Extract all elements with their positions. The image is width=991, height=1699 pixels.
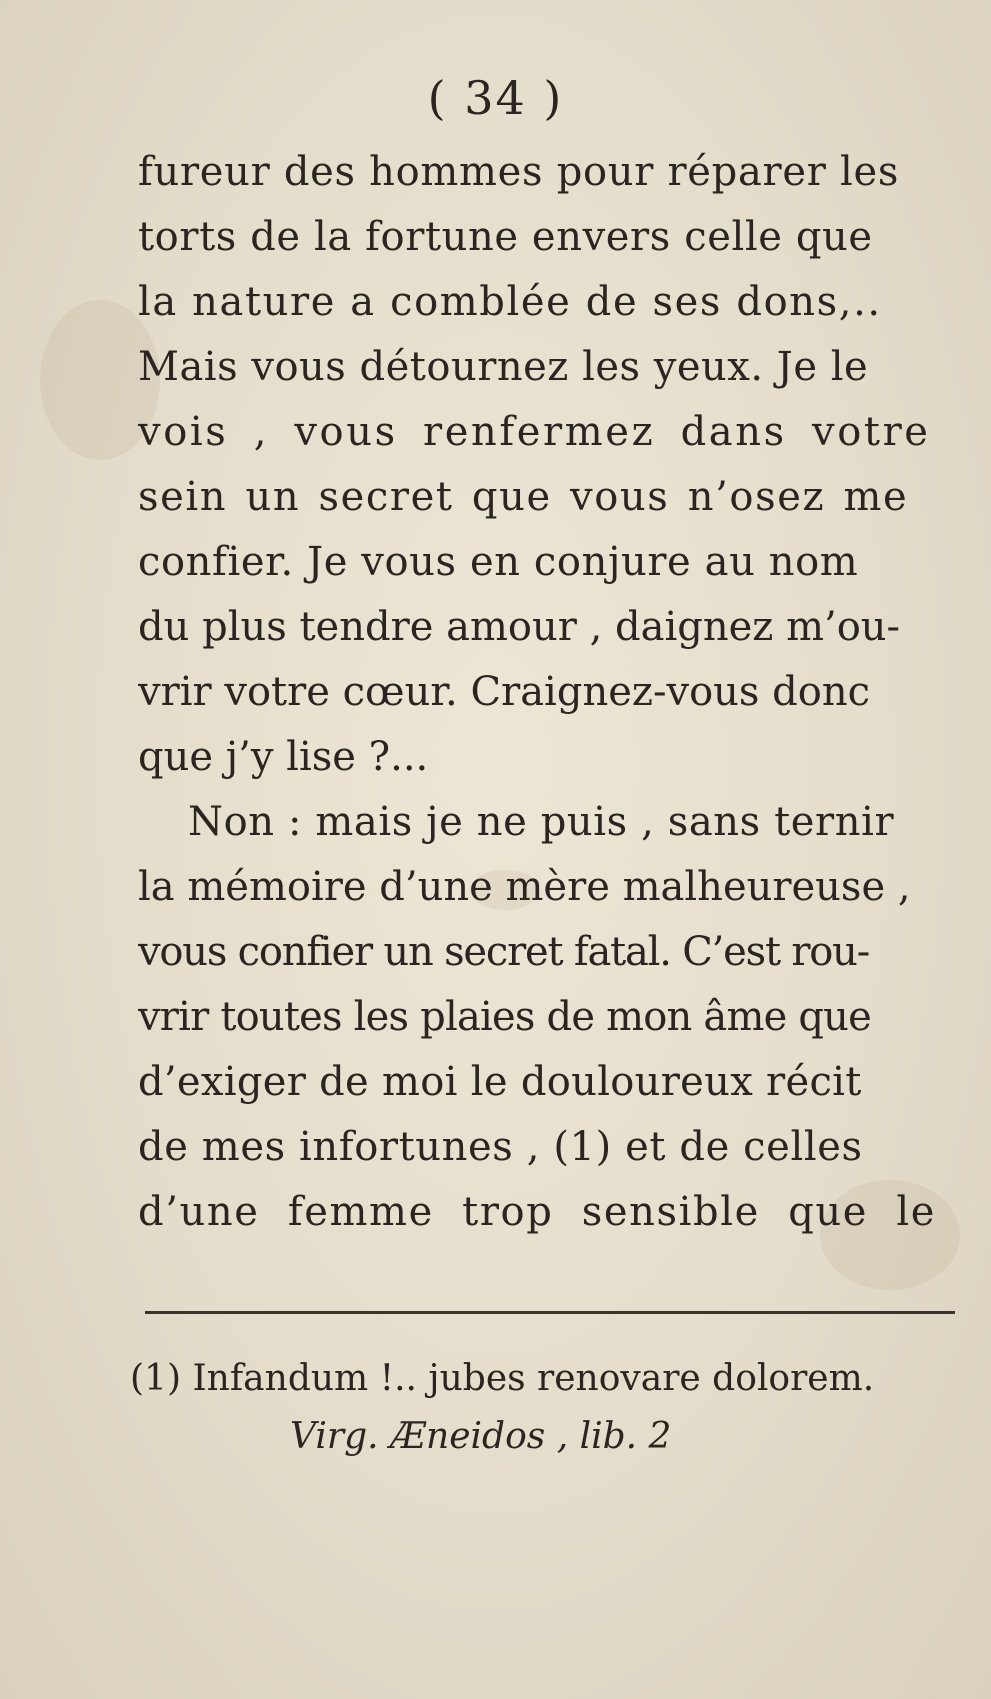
text-line: vrir votre cœur. Craignez-vous donc <box>138 669 871 715</box>
text-line: fureur des hommes pour réparer les <box>138 149 900 195</box>
text-line: vrir toutes les plaies de mon âme que <box>138 994 871 1040</box>
footnote-text: (1) Infandum !.. jubes renovare dolorem. <box>130 1358 875 1399</box>
text-line: de mes infortunes , (1) et de celles <box>138 1124 863 1170</box>
text-line: la mémoire d’une mère malheureuse , <box>138 864 911 910</box>
text-line: du plus tendre amour , daignez m’ou- <box>138 604 901 650</box>
text-line: vous confier un secret fatal. C’est rou- <box>138 929 870 975</box>
text-line: d’exiger de moi le douloureux récit <box>138 1059 862 1105</box>
text-line: Mais vous détournez les yeux. Je le <box>138 344 869 390</box>
footnote <box>130 1350 970 1466</box>
text-line: Non : mais je ne puis , sans ternir <box>188 799 895 845</box>
text-line: d’une femme trop sensible que le <box>138 1189 937 1235</box>
page-number: ( 34 ) <box>427 71 564 125</box>
text-line: vois , vous renfermez dans votre <box>138 409 931 455</box>
footnote-divider <box>145 1311 955 1314</box>
text-line: sein un secret que vous n’osez me <box>138 474 909 520</box>
text-line: confier. Je vous en conjure au nom <box>138 539 859 585</box>
body-text <box>138 140 968 1245</box>
text-line: la nature a comblée de ses dons,.. <box>138 279 882 325</box>
footnote-source: Virg. Æneidos , lib. 2 <box>290 1416 672 1457</box>
text-line: que j’y lise ?... <box>138 734 429 780</box>
text-line: torts de la fortune envers celle que <box>138 214 873 260</box>
